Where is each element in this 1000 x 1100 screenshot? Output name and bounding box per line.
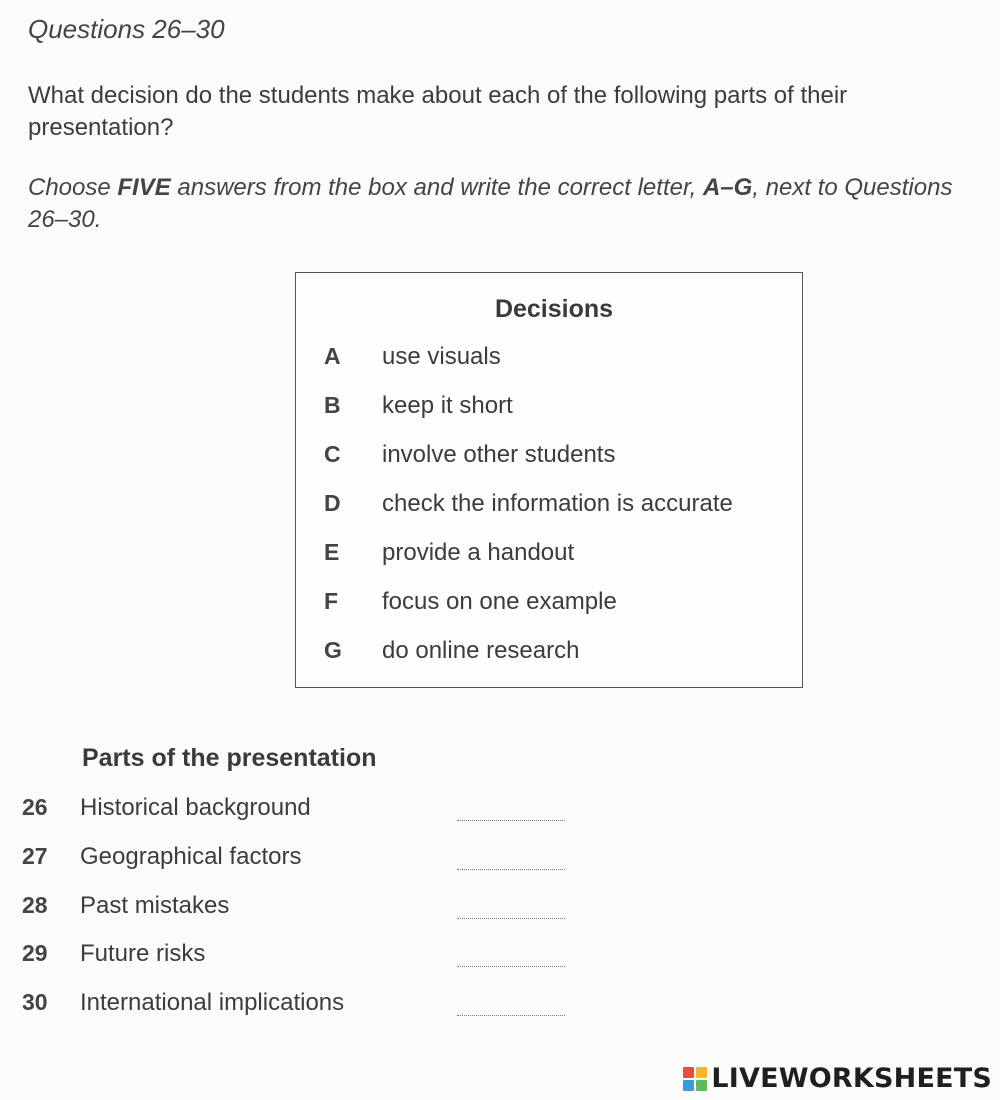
decisions-title: Decisions <box>494 295 614 323</box>
instruction-part: , next to Questions 26–30. <box>28 174 953 233</box>
option-letter: C <box>324 441 341 467</box>
question-number: 28 <box>22 892 48 918</box>
question-label: Future risks <box>80 940 206 967</box>
question-label: Past mistakes <box>80 892 230 919</box>
option-text: keep it short <box>382 392 513 419</box>
decision-option <box>296 392 802 432</box>
question-row <box>0 989 1000 1029</box>
decision-option <box>296 637 802 677</box>
logo-square <box>683 1067 694 1078</box>
instruction-bold: FIVE <box>117 174 171 201</box>
decision-option <box>296 343 802 383</box>
logo-square <box>696 1067 707 1078</box>
option-text: focus on one example <box>382 588 617 615</box>
instruction-part: answers from the box and write the correct letter, <box>170 174 703 201</box>
option-letter: E <box>324 539 340 565</box>
liveworksheets-icon <box>683 1067 707 1091</box>
option-letter: F <box>324 588 339 614</box>
question-row <box>0 940 1000 980</box>
question-label: International implications <box>80 989 345 1016</box>
decisions-box <box>295 272 803 688</box>
question-row <box>0 843 1000 883</box>
question-row <box>0 892 1000 932</box>
instruction-text <box>28 172 968 236</box>
answer-blank[interactable] <box>457 820 565 821</box>
option-letter: A <box>324 343 341 369</box>
decision-option <box>296 588 802 628</box>
question-row <box>0 794 1000 834</box>
option-text: involve other students <box>382 441 616 468</box>
logo-square <box>696 1080 707 1091</box>
brand-text: LIVEWORKSHEETS <box>711 1063 992 1094</box>
option-text: provide a handout <box>382 539 575 566</box>
question-number: 29 <box>22 940 48 966</box>
section-heading: Questions 26–30 <box>28 14 225 44</box>
option-text: do online research <box>382 637 580 664</box>
answer-blank[interactable] <box>457 869 565 870</box>
instruction-part: Choose <box>28 174 118 201</box>
question-number: 26 <box>22 794 48 820</box>
decision-option <box>296 539 802 579</box>
answer-blank[interactable] <box>457 918 565 919</box>
decision-option <box>296 490 802 530</box>
parts-heading: Parts of the presentation <box>82 744 377 772</box>
decision-option <box>296 441 802 481</box>
question-text: What decision do the students make about each of the following parts of their presentation? <box>28 82 848 141</box>
answer-blank[interactable] <box>457 966 565 967</box>
option-letter: G <box>324 637 342 663</box>
liveworksheets-logo <box>683 1063 992 1094</box>
option-letter: D <box>324 490 341 516</box>
question-number: 27 <box>22 843 48 869</box>
option-letter: B <box>324 392 341 418</box>
option-text: check the information is accurate <box>382 490 733 517</box>
logo-square <box>683 1080 694 1091</box>
question-label: Geographical factors <box>80 843 302 870</box>
question-label: Historical background <box>80 794 311 821</box>
question-number: 30 <box>22 989 48 1015</box>
instruction-bold: A–G <box>702 174 753 201</box>
option-text: use visuals <box>382 343 501 370</box>
answer-blank[interactable] <box>457 1015 565 1016</box>
